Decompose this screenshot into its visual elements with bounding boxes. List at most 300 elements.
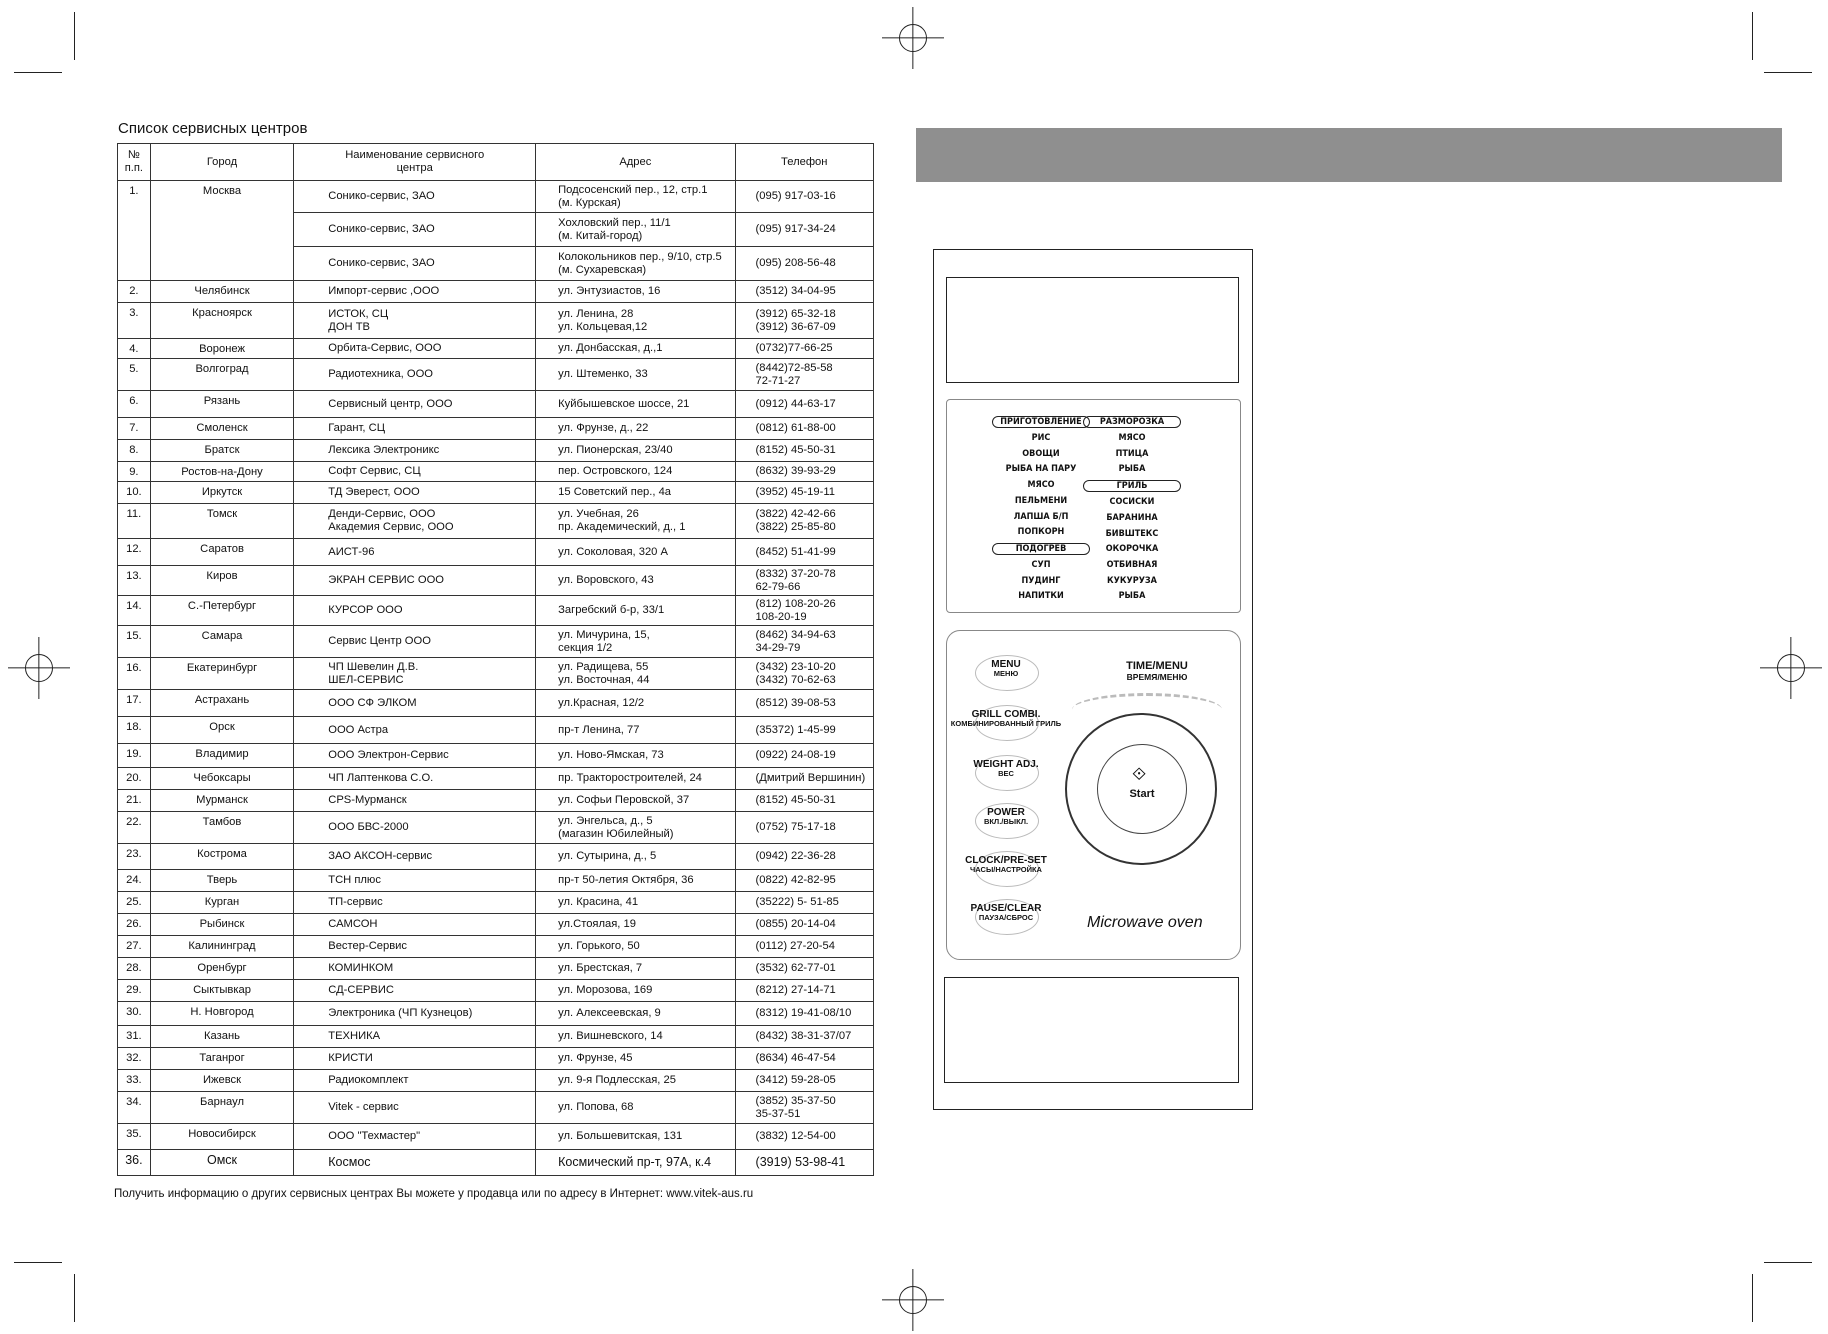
center-name-cell: ТП-сервис — [294, 892, 536, 914]
phone-cell: (35222) 5- 51-85 — [735, 892, 873, 914]
city-cell: Иркутск — [150, 482, 293, 504]
column-header-city: Город — [150, 144, 293, 181]
button-sublabel: КОМБИНИРОВАННЫЙ ГРИЛЬ — [950, 719, 1062, 728]
service-centers-table — [117, 143, 874, 1176]
menu-item-label: ЛАПША Б/П — [1013, 511, 1069, 522]
button-label: CLOCK/PRE-SET — [965, 855, 1047, 866]
phone-cell: (095) 917-03-16 — [735, 181, 873, 213]
table-row — [118, 717, 874, 744]
center-name-cell: Софт Сервис, СЦ — [294, 462, 536, 482]
row-number: 24. — [118, 870, 151, 892]
city-cell: Екатеринбург — [150, 658, 293, 690]
center-name-cell: Vitek - сервис — [294, 1092, 536, 1124]
center-name-cell: САМСОН — [294, 914, 536, 936]
center-name-cell: ООО Электрон-Сервис — [294, 744, 536, 768]
address-cell: пер. Островского, 124 — [536, 462, 735, 482]
table-body — [118, 181, 874, 1176]
footer-note: Получить информацию о других сервисных центрах Вы можете у продавца или по адресу в Интернет: www.vitek-aus.ru — [114, 1188, 754, 1200]
row-number: 13. — [118, 566, 151, 596]
phone-cell: (095) 917-34-24 — [735, 213, 873, 247]
button-label: WEIGHT ADJ. — [973, 759, 1039, 770]
registration-mark — [25, 654, 53, 682]
phone-cell: (8152) 45-50-31 — [735, 790, 873, 812]
city-cell: Челябинск — [150, 281, 293, 303]
city-cell: Чебоксары — [150, 768, 293, 790]
crop-mark — [14, 1262, 62, 1263]
phone-cell: (095) 208-56-48 — [735, 247, 873, 281]
start-diamond-icon: ⟐ — [1132, 764, 1147, 784]
row-number: 4. — [118, 339, 151, 359]
display-window — [946, 277, 1239, 383]
city-cell: Владимир — [150, 744, 293, 768]
city-cell: Братск — [150, 440, 293, 462]
phone-cell: (3919) 53-98-41 — [735, 1150, 873, 1176]
table-row — [118, 1026, 874, 1048]
lower-panel-box — [944, 977, 1239, 1083]
table-row — [118, 914, 874, 936]
address-cell: ул. Учебная, 26 пр. Академический, д., 1 — [536, 504, 735, 539]
button-sublabel: ЧАСЫ/НАСТРОЙКА — [970, 865, 1042, 874]
center-name-cell: ООО "Техмастер" — [294, 1124, 536, 1150]
address-cell: ул. Энгельса, д., 5 (магазин Юбилейный) — [536, 812, 735, 844]
column-header-phone: Телефон — [735, 144, 873, 181]
center-name-cell: Лексика Электроникс — [294, 440, 536, 462]
city-cell: Тамбов — [150, 812, 293, 844]
address-cell: ул. Пионерская, 23/40 — [536, 440, 735, 462]
menu-item-label: ПЕЛЬМЕНИ — [1014, 495, 1068, 506]
phone-cell: (0822) 42-82-95 — [735, 870, 873, 892]
clock-pre-set-button[interactable] — [947, 855, 1065, 874]
address-cell: ул. Фрунзе, д., 22 — [536, 418, 735, 440]
table-row — [118, 339, 874, 359]
table-row — [118, 440, 874, 462]
row-number: 7. — [118, 418, 151, 440]
address-cell: ул. Энтузиастов, 16 — [536, 281, 735, 303]
grill-combi-button[interactable] — [947, 709, 1065, 728]
center-name-cell: Денди-Сервис, ООО Академия Сервис, ООО — [294, 504, 536, 539]
center-name-cell: Сонико-сервис, ЗАО — [294, 181, 536, 213]
phone-cell: (0812) 61-88-00 — [735, 418, 873, 440]
city-cell: Красноярск — [150, 303, 293, 339]
time-menu-dial[interactable] — [1065, 713, 1217, 865]
row-number: 21. — [118, 790, 151, 812]
center-name-cell: ЧП Шевелин Д.В. ШЕЛ-СЕРВИС — [294, 658, 536, 690]
row-number: 3. — [118, 303, 151, 339]
column-header-address: Адрес — [536, 144, 735, 181]
header-bar — [916, 128, 1782, 182]
city-cell: Воронеж — [150, 339, 293, 359]
center-name-cell: ТД Эверест, ООО — [294, 482, 536, 504]
row-number: 17. — [118, 690, 151, 717]
city-cell: Орск — [150, 717, 293, 744]
table-row — [118, 1124, 874, 1150]
auto-menu-legend — [946, 399, 1241, 613]
row-number: 25. — [118, 892, 151, 914]
phone-cell: (0112) 27-20-54 — [735, 936, 873, 958]
menu-item-label: ПТИЦА — [1115, 448, 1149, 459]
phone-cell: (8462) 34-94-63 34-29-79 — [735, 626, 873, 658]
city-cell: Ростов-на-Дону — [150, 462, 293, 482]
crop-mark — [74, 1274, 75, 1322]
registration-mark — [1777, 654, 1805, 682]
row-number: 26. — [118, 914, 151, 936]
menu-button[interactable] — [947, 659, 1065, 678]
menu-item-label: МЯСО — [1118, 433, 1146, 443]
button-label: MENU — [991, 659, 1021, 670]
city-cell: Калининград — [150, 936, 293, 958]
phone-cell: (3432) 23-10-20 (3432) 70-62-63 — [735, 658, 873, 690]
center-name-cell: ЗАО АКСОН-сервис — [294, 844, 536, 870]
center-name-cell: КРИСТИ — [294, 1048, 536, 1070]
row-number: 22. — [118, 812, 151, 844]
city-cell: Казань — [150, 1026, 293, 1048]
city-cell: Томск — [150, 504, 293, 539]
row-number: 35. — [118, 1124, 151, 1150]
table-row — [118, 812, 874, 844]
row-number: 36. — [118, 1150, 151, 1176]
start-button[interactable] — [1097, 744, 1187, 834]
table-row — [118, 1092, 874, 1124]
menu-item-label: СОСИСКИ — [1109, 497, 1155, 508]
table-row — [118, 566, 874, 596]
phone-cell: (8512) 39-08-53 — [735, 690, 873, 717]
center-name-cell: ООО БВС-2000 — [294, 812, 536, 844]
phone-cell: (3512) 34-04-95 — [735, 281, 873, 303]
table-row — [118, 790, 874, 812]
phone-cell: (8442)72-85-58 72-71-27 — [735, 359, 873, 391]
menu-category-label: РАЗМОРОЗКА — [1083, 416, 1181, 428]
address-cell: Куйбышевское шоссе, 21 — [536, 391, 735, 418]
phone-cell: (3822) 42-42-66 (3822) 25-85-80 — [735, 504, 873, 539]
address-cell: Космический пр-т, 97А, к.4 — [536, 1150, 735, 1176]
button-sublabel: ВКЛ./ВЫКЛ. — [983, 817, 1029, 826]
city-cell: Омск — [150, 1150, 293, 1176]
city-cell: Волгоград — [150, 359, 293, 391]
table-row — [118, 844, 874, 870]
phone-cell: (812) 108-20-26 108-20-19 — [735, 596, 873, 626]
registration-mark — [899, 24, 927, 52]
row-number: 31. — [118, 1026, 151, 1048]
table-header-row — [118, 144, 874, 181]
center-name-cell: Космос — [294, 1150, 536, 1176]
city-cell: Рыбинск — [150, 914, 293, 936]
phone-cell: (35372) 1-45-99 — [735, 717, 873, 744]
center-name-cell: СД-СЕРВИС — [294, 980, 536, 1002]
button-label: GRILL COMBI. — [971, 709, 1041, 720]
menu-item-label: НАПИТКИ — [1018, 591, 1064, 602]
center-name-cell: Вестер-Сервис — [294, 936, 536, 958]
pause-clear-button[interactable] — [947, 903, 1065, 922]
center-name-cell: Сонико-сервис, ЗАО — [294, 213, 536, 247]
address-cell: ул. Софьи Перовской, 37 — [536, 790, 735, 812]
phone-cell: (8452) 51-41-99 — [735, 539, 873, 566]
city-cell: Новосибирск — [150, 1124, 293, 1150]
row-number: 12. — [118, 539, 151, 566]
center-name-cell: ТСН плюс — [294, 870, 536, 892]
address-cell: ул.Красная, 12/2 — [536, 690, 735, 717]
menu-item-label: РИС — [1031, 433, 1051, 443]
address-cell: Подсосенский пер., 12, стр.1 (м. Курская) — [536, 181, 735, 213]
address-cell: Хохловский пер., 11/1 (м. Китай-город) — [536, 213, 735, 247]
menu-item-label: РЫБА — [1118, 464, 1146, 475]
menu-item-label: ОКОРОЧКА — [1105, 544, 1159, 555]
center-name-cell: Сервис Центр ООО — [294, 626, 536, 658]
center-name-cell: Радиотехника, ООО — [294, 359, 536, 391]
phone-cell: (8634) 46-47-54 — [735, 1048, 873, 1070]
address-cell: ул. Радищева, 55 ул. Восточная, 44 — [536, 658, 735, 690]
city-cell: Смоленск — [150, 418, 293, 440]
phone-cell: (8632) 39-93-29 — [735, 462, 873, 482]
row-number: 14. — [118, 596, 151, 626]
time-menu-label[interactable] — [1097, 661, 1217, 683]
center-name-cell: АИСТ-96 — [294, 539, 536, 566]
address-cell: ул. Ново-Ямская, 73 — [536, 744, 735, 768]
menu-item-label: РЫБА — [1118, 591, 1146, 602]
row-number: 10. — [118, 482, 151, 504]
row-number: 32. — [118, 1048, 151, 1070]
row-number: 1. — [118, 181, 151, 281]
weight-adj-button[interactable] — [947, 759, 1065, 778]
crop-mark — [1764, 1262, 1812, 1263]
city-cell: Мурманск — [150, 790, 293, 812]
address-cell: 15 Советский пер., 4а — [536, 482, 735, 504]
row-number: 29. — [118, 980, 151, 1002]
registration-mark — [899, 1286, 927, 1314]
table-row — [118, 462, 874, 482]
table-row — [118, 281, 874, 303]
row-number: 19. — [118, 744, 151, 768]
table-row — [118, 1048, 874, 1070]
address-cell: ул. Воровского, 43 — [536, 566, 735, 596]
menu-category-label: ПРИГОТОВЛЕНИЕ — [992, 416, 1090, 428]
column-header-name: Наименование сервисного центра — [294, 144, 536, 181]
address-cell: пр-т 50-летия Октября, 36 — [536, 870, 735, 892]
table-row — [118, 1150, 874, 1176]
menu-category-label: ГРИЛЬ — [1083, 480, 1181, 492]
center-name-cell: Гарант, СЦ — [294, 418, 536, 440]
address-cell: ул. Соколовая, 320 А — [536, 539, 735, 566]
start-label: Start — [1129, 788, 1155, 800]
page-title: Список сервисных центров — [118, 120, 308, 137]
row-number: 8. — [118, 440, 151, 462]
crop-mark — [1752, 12, 1753, 60]
address-cell: ул. Штеменко, 33 — [536, 359, 735, 391]
row-number: 33. — [118, 1070, 151, 1092]
menu-category-label: ПОДОГРЕВ — [992, 543, 1090, 555]
city-cell: С.-Петербург — [150, 596, 293, 626]
city-cell: Оренбург — [150, 958, 293, 980]
center-name-cell: Электроника (ЧП Кузнецов) — [294, 1002, 536, 1026]
row-number: 18. — [118, 717, 151, 744]
table-row — [118, 1070, 874, 1092]
time-menu-subtext: ВРЕМЯ/МЕНЮ — [1126, 672, 1188, 682]
column-header-number: № п.п. — [118, 144, 151, 181]
menu-item-label: ПУДИНГ — [1021, 575, 1061, 586]
crop-mark — [74, 12, 75, 60]
address-cell: ул. Вишневского, 14 — [536, 1026, 735, 1048]
phone-cell: (3832) 12-54-00 — [735, 1124, 873, 1150]
phone-cell: (0855) 20-14-04 — [735, 914, 873, 936]
row-number: 5. — [118, 359, 151, 391]
table-row — [118, 359, 874, 391]
button-label: PAUSE/CLEAR — [970, 903, 1042, 914]
row-number: 30. — [118, 1002, 151, 1026]
city-cell: Ижевск — [150, 1070, 293, 1092]
center-name-cell: ЭКРАН СЕРВИС ООО — [294, 566, 536, 596]
address-cell: ул. Морозова, 169 — [536, 980, 735, 1002]
table-row — [118, 768, 874, 790]
menu-item-label: ОВОЩИ — [1022, 448, 1060, 459]
address-cell: ул. Сутырина, д., 5 — [536, 844, 735, 870]
address-cell: Загребский б-р, 33/1 — [536, 596, 735, 626]
city-cell: Самара — [150, 626, 293, 658]
address-cell: ул. Фрунзе, 45 — [536, 1048, 735, 1070]
crop-mark — [14, 72, 62, 73]
phone-cell: (0752) 75-17-18 — [735, 812, 873, 844]
center-name-cell: Орбита-Сервис, ООО — [294, 339, 536, 359]
row-number: 28. — [118, 958, 151, 980]
table-row — [118, 690, 874, 717]
row-number: 34. — [118, 1092, 151, 1124]
center-name-cell: ИСТОК, СЦ ДОН ТВ — [294, 303, 536, 339]
phone-cell: (8332) 37-20-78 62-79-66 — [735, 566, 873, 596]
phone-cell: (3852) 35-37-50 35-37-51 — [735, 1092, 873, 1124]
address-cell: пр-т Ленина, 77 — [536, 717, 735, 744]
address-cell: ул. 9-я Подлесская, 25 — [536, 1070, 735, 1092]
brand-text: Microwave oven — [1087, 914, 1203, 931]
address-cell: Колокольников пер., 9/10, стр.5 (м. Сухаревская) — [536, 247, 735, 281]
center-name-cell: Сонико-сервис, ЗАО — [294, 247, 536, 281]
city-cell: Москва — [150, 181, 293, 281]
row-number: 9. — [118, 462, 151, 482]
row-number: 2. — [118, 281, 151, 303]
table-row — [118, 303, 874, 339]
button-sublabel: ПАУЗА/СБРОС — [978, 913, 1034, 922]
table-row — [118, 980, 874, 1002]
row-number: 27. — [118, 936, 151, 958]
menu-column-right — [1077, 414, 1187, 605]
table-row — [118, 936, 874, 958]
center-name-cell: Радиокомплект — [294, 1070, 536, 1092]
phone-cell: (3532) 62-77-01 — [735, 958, 873, 980]
table-row — [118, 391, 874, 418]
table-row — [118, 958, 874, 980]
table-row — [118, 482, 874, 504]
table-row — [118, 1002, 874, 1026]
menu-item-label: ОТБИВНАЯ — [1106, 559, 1158, 570]
row-number: 16. — [118, 658, 151, 690]
menu-item-label: СУП — [1031, 559, 1051, 570]
table-row — [118, 626, 874, 658]
address-cell: ул. Красина, 41 — [536, 892, 735, 914]
phone-cell: (8152) 45-50-31 — [735, 440, 873, 462]
table-row — [118, 539, 874, 566]
table-row — [118, 181, 874, 213]
address-cell: ул. Ленина, 28 ул. Кольцевая,12 — [536, 303, 735, 339]
table-row — [118, 504, 874, 539]
table-row — [118, 870, 874, 892]
city-cell: Н. Новгород — [150, 1002, 293, 1026]
phone-cell: (8432) 38-31-37/07 — [735, 1026, 873, 1048]
address-cell: ул.Стоялая, 19 — [536, 914, 735, 936]
crop-mark — [1752, 1274, 1753, 1322]
address-cell: ул. Горького, 50 — [536, 936, 735, 958]
table-row — [118, 744, 874, 768]
city-cell: Курган — [150, 892, 293, 914]
center-name-cell: КОМИНКОМ — [294, 958, 536, 980]
button-sublabel: МЕНЮ — [993, 669, 1019, 678]
button-sublabel: ВЕС — [998, 769, 1014, 778]
address-cell: пр. Тракторостроителей, 24 — [536, 768, 735, 790]
phone-cell: (3412) 59-28-05 — [735, 1070, 873, 1092]
city-cell: Кострома — [150, 844, 293, 870]
center-name-cell: КУРСОР ООО — [294, 596, 536, 626]
table-row — [118, 596, 874, 626]
row-number: 20. — [118, 768, 151, 790]
menu-item-label: ПОПКОРН — [1017, 527, 1065, 538]
phone-cell: (3912) 65-32-18 (3912) 36-67-09 — [735, 303, 873, 339]
power-button[interactable] — [947, 807, 1065, 826]
row-number: 11. — [118, 504, 151, 539]
phone-cell: (0942) 22-36-28 — [735, 844, 873, 870]
address-cell: ул. Мичурина, 15, секция 1/2 — [536, 626, 735, 658]
phone-cell: (0922) 24-08-19 — [735, 744, 873, 768]
menu-item-label: РЫБА НА ПАРУ — [1005, 464, 1077, 475]
row-number: 6. — [118, 391, 151, 418]
menu-item-label: МЯСО — [1027, 480, 1055, 491]
phone-cell: (8312) 19-41-08/10 — [735, 1002, 873, 1026]
center-name-cell: ТЕХНИКА — [294, 1026, 536, 1048]
table-row — [118, 658, 874, 690]
table-row — [118, 892, 874, 914]
city-cell: Саратов — [150, 539, 293, 566]
control-buttons-area — [946, 630, 1241, 960]
menu-item-label: БИВШТЕКС — [1105, 528, 1159, 539]
address-cell: ул. Большевитская, 131 — [536, 1124, 735, 1150]
row-number: 15. — [118, 626, 151, 658]
city-cell: Тверь — [150, 870, 293, 892]
crop-mark — [1764, 72, 1812, 73]
center-name-cell: CPS-Мурманск — [294, 790, 536, 812]
phone-cell: (3952) 45-19-11 — [735, 482, 873, 504]
row-number: 23. — [118, 844, 151, 870]
button-label: POWER — [987, 807, 1025, 818]
time-menu-text: TIME/MENU — [1126, 660, 1188, 672]
address-cell: ул. Алексеевская, 9 — [536, 1002, 735, 1026]
center-name-cell: ООО Астра — [294, 717, 536, 744]
phone-cell: (Дмитрий Вершинин) — [735, 768, 873, 790]
city-cell: Сыктывкар — [150, 980, 293, 1002]
center-name-cell: Импорт-сервис ,ООО — [294, 281, 536, 303]
menu-item-label: БАРАНИНА — [1106, 512, 1158, 523]
city-cell: Барнаул — [150, 1092, 293, 1124]
phone-cell: (0912) 44-63-17 — [735, 391, 873, 418]
phone-cell: (0732)77-66-25 — [735, 339, 873, 359]
table-row — [118, 418, 874, 440]
address-cell: ул. Брестская, 7 — [536, 958, 735, 980]
city-cell: Астрахань — [150, 690, 293, 717]
address-cell: ул. Попова, 68 — [536, 1092, 735, 1124]
center-name-cell: ООО СФ ЭЛКОМ — [294, 690, 536, 717]
phone-cell: (8212) 27-14-71 — [735, 980, 873, 1002]
menu-item-label: КУКУРУЗА — [1107, 575, 1157, 586]
center-name-cell: Сервисный центр, ООО — [294, 391, 536, 418]
city-cell: Таганрог — [150, 1048, 293, 1070]
address-cell: ул. Донбасская, д.,1 — [536, 339, 735, 359]
city-cell: Рязань — [150, 391, 293, 418]
center-name-cell: ЧП Лаптенкова С.О. — [294, 768, 536, 790]
city-cell: Киров — [150, 566, 293, 596]
